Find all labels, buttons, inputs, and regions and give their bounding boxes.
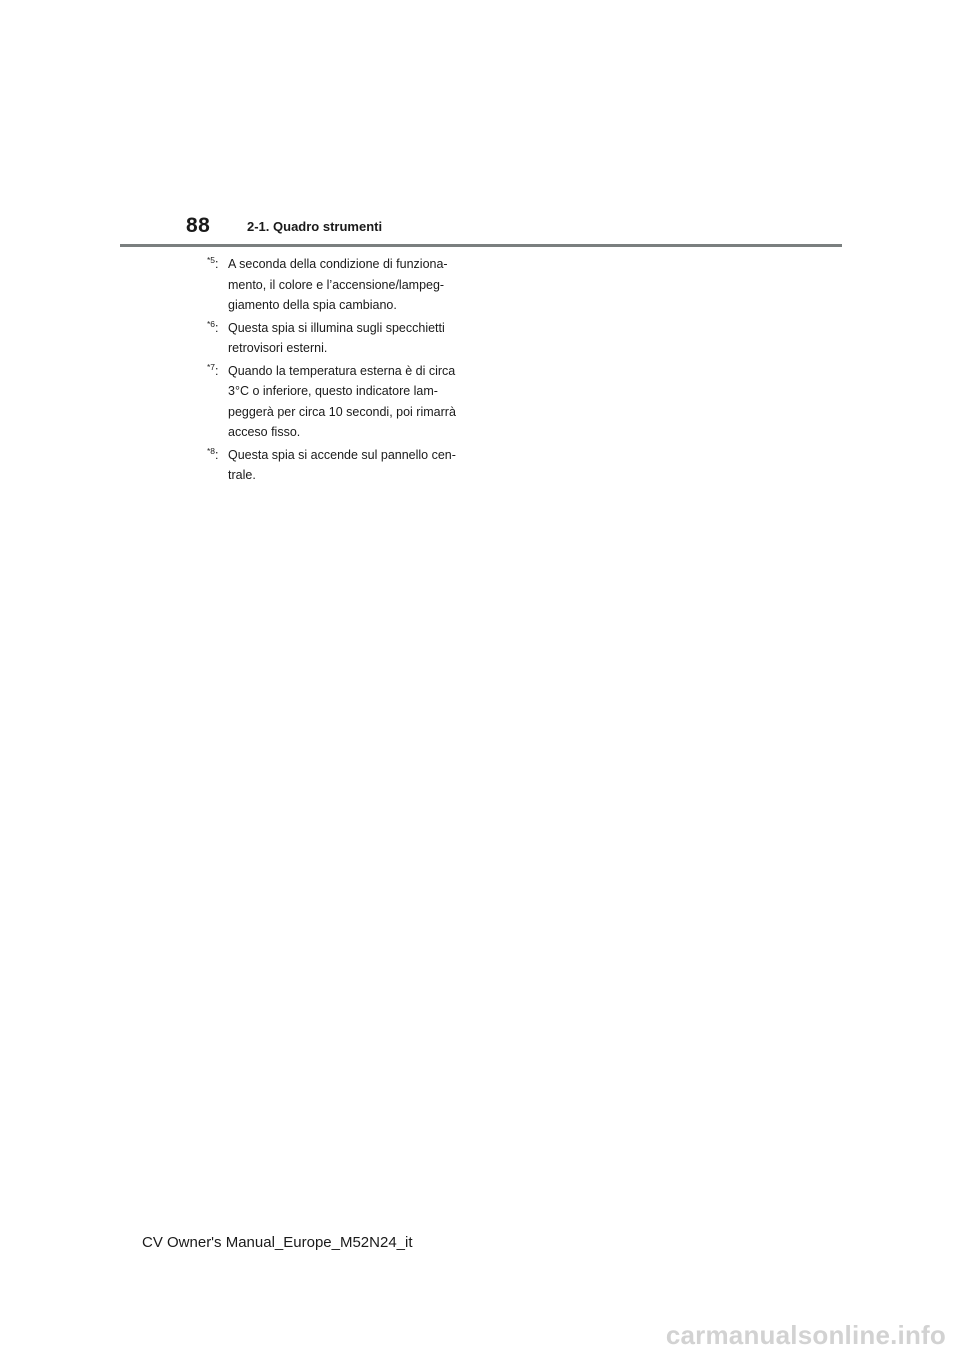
footnote-list <box>207 254 472 488</box>
footnote-text: A seconda della condizione di funziona-mento, il colore e l’accensione/lampeg-giamento della spia cambiano. <box>228 257 448 312</box>
watermark: carmanualsonline.info <box>665 1320 946 1350</box>
footnote-marker: $^{*8}$: <box>207 445 219 462</box>
footnote-7 <box>207 361 472 443</box>
footnote-text: Questa spia si accende sul pannello cen-trale. <box>228 447 456 482</box>
footnote-text: Questa spia si illumina sugli specchietti retrovisori esterni. <box>228 320 445 355</box>
page-number: 88 <box>186 214 211 237</box>
footnote-6 <box>207 318 472 359</box>
header-divider <box>120 244 842 247</box>
footnote-marker: $^{*5}$: <box>207 255 219 271</box>
section-title: 2-1. Quadro strumenti <box>247 219 383 234</box>
footnote-text: Quando la temperatura esterna è di circa 3°C o inferiore, questo indicatore lam-peggerà per circa 10 secondi, poi rimarrà acceso fisso. <box>228 363 456 439</box>
footnote-marker: $^{*6}$: <box>207 318 219 335</box>
footnote-marker: $^{*7}$: <box>207 361 219 378</box>
footer-document-name: CV Owner's Manual_Europe_M52N24_it <box>142 1234 413 1251</box>
footnote-8 <box>207 445 472 486</box>
footnote-5 <box>207 254 472 316</box>
